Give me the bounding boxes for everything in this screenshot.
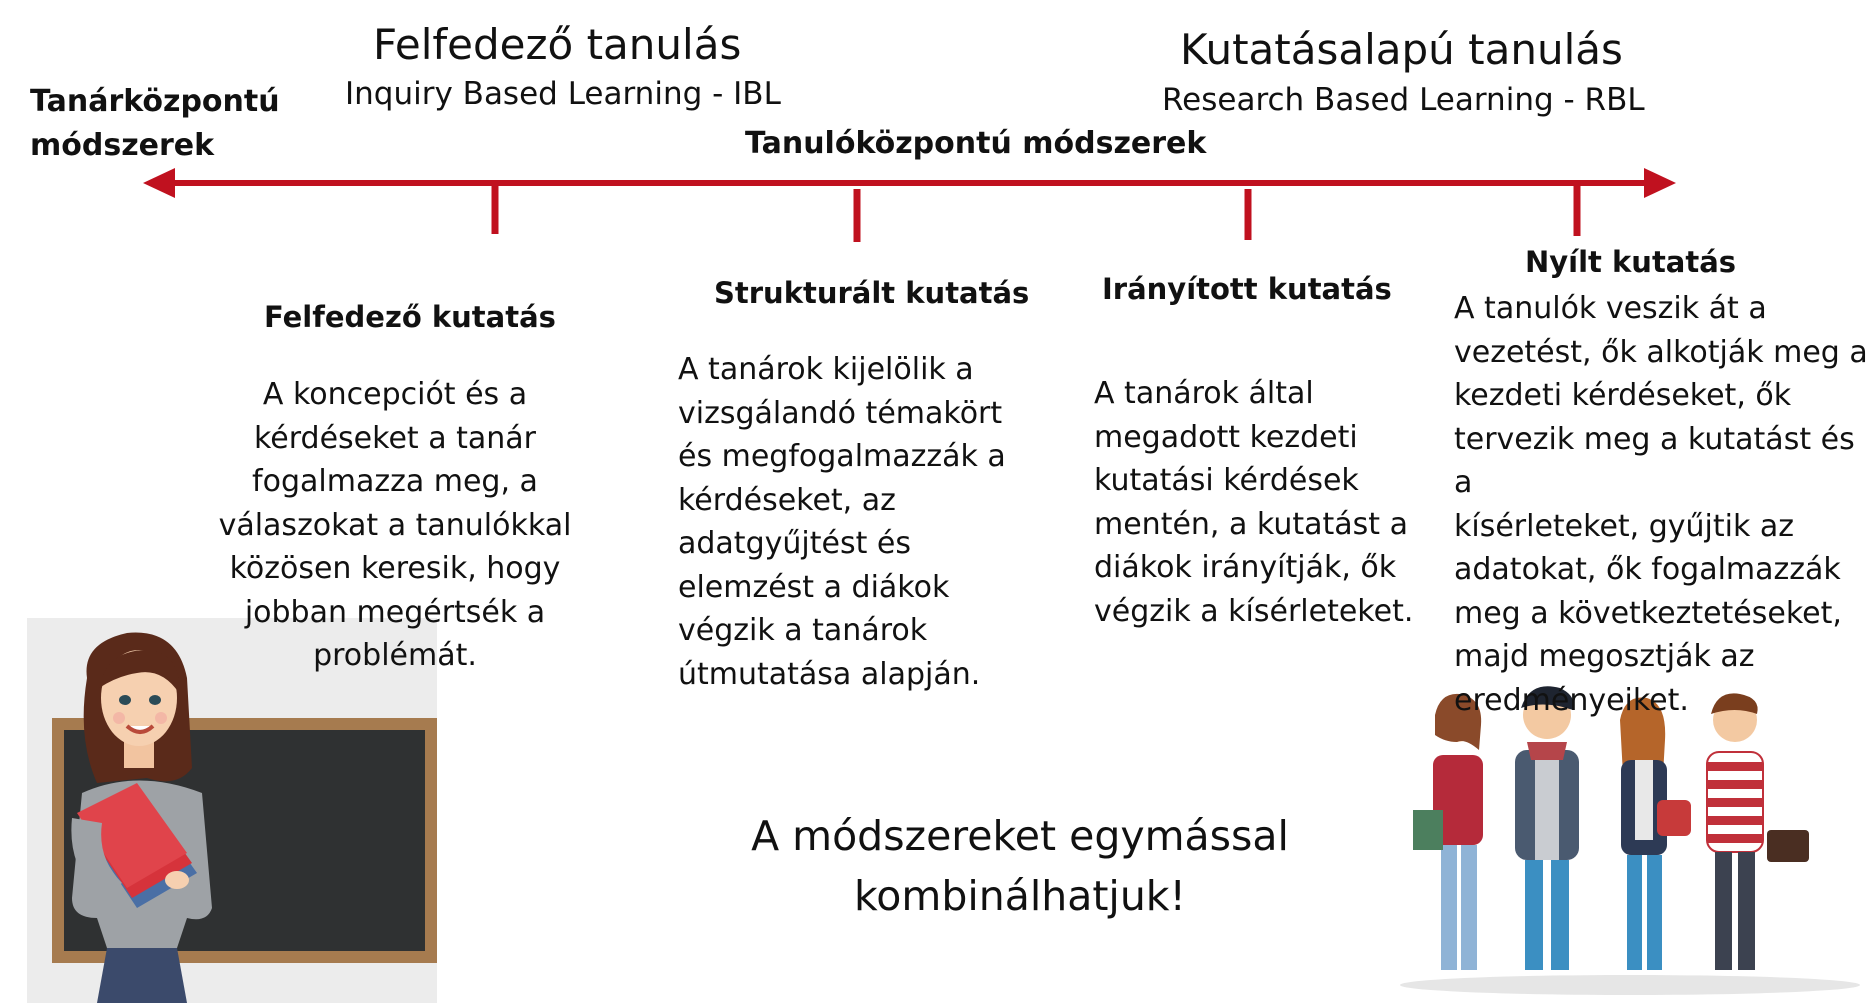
column-line: és megfogalmazzák a	[678, 439, 1006, 474]
column-line: diákok irányítják, ők	[1094, 550, 1397, 585]
column-line: tervezik meg a kutatást és a	[1454, 421, 1855, 500]
column-line: A tanárok által	[1094, 376, 1314, 411]
column-text-nyilt	[1454, 287, 1869, 722]
column-line: közösen keresik, hogy	[229, 551, 561, 586]
column-line: kezdeti kérdéseket, ők	[1454, 378, 1792, 413]
teacher-centered-label-line2: módszerek	[30, 128, 215, 163]
student-3	[1620, 697, 1691, 970]
column-line: adatgyűjtést és	[678, 526, 911, 561]
combine-methods-line1: A módszereket egymással	[751, 812, 1289, 860]
column-line: kérdéseket a tanár	[253, 420, 536, 456]
column-line: A koncepciót és a	[262, 377, 528, 412]
column-title-nyilt: Nyílt kutatás	[1525, 245, 1737, 279]
column-line: A tanárok kijelölik a	[678, 352, 974, 387]
teacher-centered-label-line1: Tanárközpontú	[30, 84, 280, 119]
column-line: A tanulók veszik át a	[1454, 291, 1767, 326]
column-line: majd megosztják az	[1454, 639, 1755, 674]
method-spectrum-arrow	[0, 0, 1871, 260]
column-line: adatokat, ők fogalmazzák	[1454, 552, 1841, 587]
arrow-head-right	[1644, 168, 1676, 198]
column-line: vizsgálandó témakört	[678, 395, 1003, 431]
student-centered-label: Tanulóközpontú módszerek	[745, 126, 1207, 161]
column-line: kutatási kérdések	[1094, 463, 1359, 498]
column-line: mentén, a kutatást a	[1094, 506, 1408, 542]
ibl-subtitle: Inquiry Based Learning - IBL	[345, 76, 781, 112]
column-line: végzik a kísérleteket.	[1094, 593, 1414, 629]
briefcase-icon	[1767, 830, 1809, 862]
column-title-strukturalt: Strukturált kutatás	[714, 276, 1030, 310]
column-text-felfedezo	[195, 373, 595, 678]
column-line: kísérleteket, gyűjtik az	[1454, 508, 1795, 544]
column-line: problémát.	[313, 638, 477, 673]
column-line: eredményeiket.	[1454, 682, 1689, 718]
student-4	[1707, 693, 1809, 970]
arrow-head-left	[143, 168, 175, 198]
rbl-subtitle: Research Based Learning - RBL	[1162, 82, 1645, 118]
column-text-iranyitott	[1094, 372, 1424, 633]
column-line: vezetést, ők alkotják meg a	[1454, 334, 1868, 370]
column-line: megadott kezdeti	[1094, 419, 1358, 455]
column-line: fogalmazza meg, a	[252, 464, 538, 499]
student-2	[1515, 686, 1579, 970]
column-title-felfedezo: Felfedező kutatás	[264, 300, 556, 334]
column-title-iranyitott: Irányított kutatás	[1102, 272, 1392, 306]
column-line: végzik a tanárok	[678, 613, 928, 648]
column-line: válaszokat a tanulókkal	[218, 507, 572, 543]
ibl-title: Felfedező tanulás	[373, 20, 742, 69]
rbl-title: Kutatásalapú tanulás	[1180, 25, 1623, 74]
combine-methods-line2: kombinálhatjuk!	[854, 872, 1186, 920]
student-1	[1413, 694, 1483, 970]
column-line: kérdéseket, az	[678, 482, 896, 518]
column-line: elemzést a diákok	[678, 569, 950, 605]
students-illustration	[1395, 680, 1865, 1000]
column-line: meg a következtetéseket,	[1454, 595, 1842, 631]
combine-methods-note	[690, 806, 1350, 926]
column-line: útmutatása alapján.	[678, 656, 981, 692]
column-text-strukturalt	[678, 348, 1008, 696]
column-line: jobban megértsék a	[244, 594, 546, 630]
